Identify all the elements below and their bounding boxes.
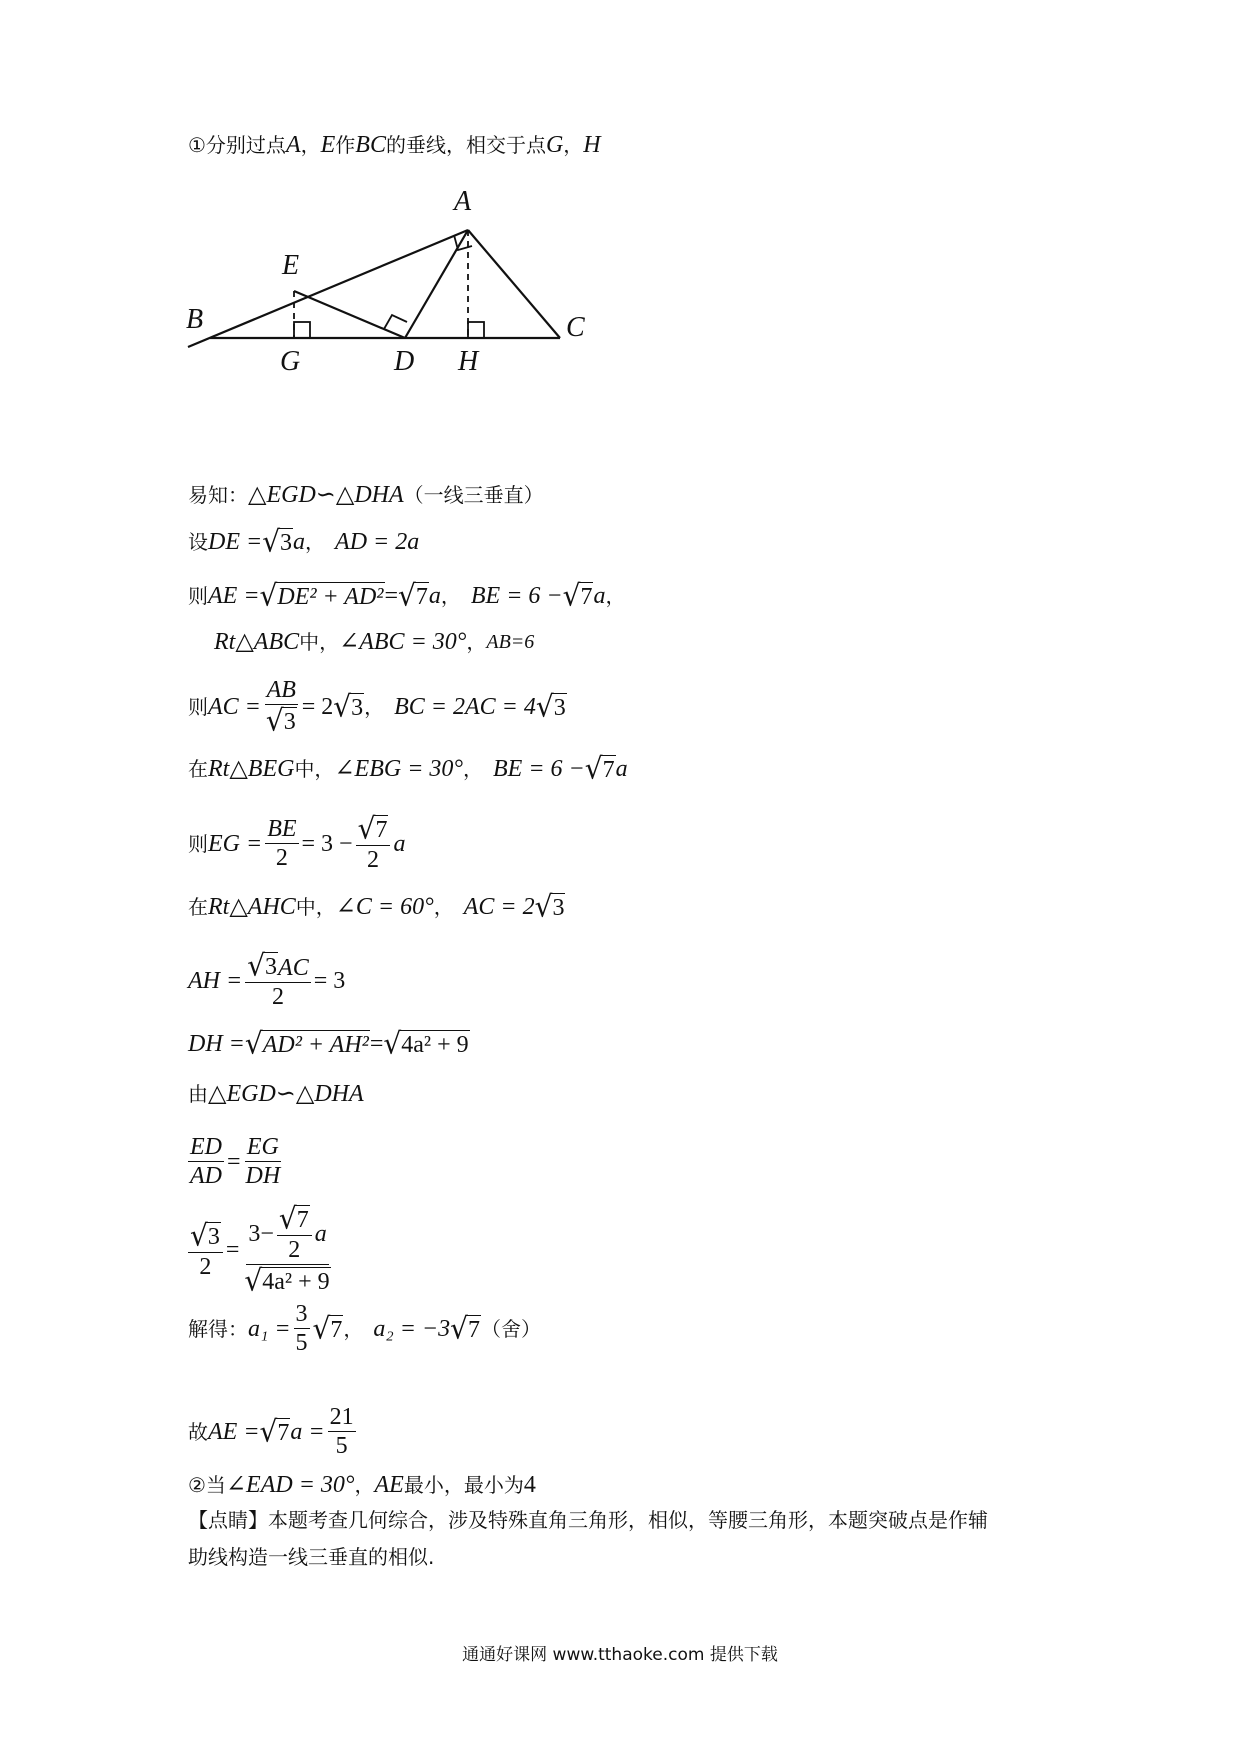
- sqrt: √ 3: [190, 1217, 220, 1253]
- math-expr: 4: [523, 1472, 536, 1498]
- radicand: 3: [283, 709, 296, 735]
- math-expr: ∠EBG = 30°: [334, 756, 463, 782]
- math-expr: =: [384, 583, 399, 609]
- denominator: DH: [245, 1163, 281, 1189]
- fraction: [328, 1405, 356, 1458]
- fraction: [188, 1135, 224, 1188]
- math-expr: AC: [278, 955, 309, 981]
- text: 的垂线，相交于点: [385, 133, 546, 157]
- numerator: 3: [295, 1301, 308, 1327]
- fraction: [242, 1201, 332, 1298]
- text: 易知：: [188, 483, 248, 507]
- radicand: 4a² + 9: [401, 1032, 469, 1058]
- text: ，: [463, 757, 483, 781]
- fraction: [294, 1302, 310, 1355]
- math-expr: △EGD∽△DHA: [248, 482, 404, 508]
- fraction: [188, 1217, 223, 1280]
- text: ②当: [188, 1473, 226, 1497]
- numerator: BE: [267, 816, 297, 842]
- text: 【点睛】本题考查几何综合，涉及特殊直角三角形，相似，等腰三角形，本题突破点是作辅: [188, 1508, 988, 1532]
- sqrt: √ 3: [265, 703, 296, 738]
- math-expr: ∠C = 60°: [335, 894, 434, 920]
- line-rt-beg: [188, 751, 628, 786]
- fraction: [356, 811, 391, 873]
- text: 在: [188, 895, 208, 919]
- label-h: H: [458, 346, 479, 377]
- math-expr: AC = 2: [463, 894, 535, 920]
- text: 则: [188, 584, 208, 608]
- text: 中，: [299, 630, 340, 654]
- math-expr: BC = 2AC = 4: [394, 693, 536, 720]
- radicand: 7: [602, 757, 615, 783]
- sqrt: √ 7: [450, 1310, 480, 1346]
- math-expr: a: [293, 529, 306, 555]
- fraction: [277, 1201, 312, 1263]
- point-h: H: [583, 132, 601, 158]
- line-set-variables: [188, 524, 420, 559]
- text: 中，: [295, 895, 336, 919]
- text: ①分别过点: [188, 133, 286, 157]
- math-expr: AE =: [208, 583, 260, 609]
- sqrt: √ 7: [562, 578, 593, 613]
- fraction: [265, 817, 298, 870]
- text: ，: [300, 133, 321, 157]
- radicand: 4a² + 9: [262, 1269, 330, 1295]
- radicand: 7: [415, 584, 428, 610]
- math-expr: Rt△ABC: [214, 629, 300, 655]
- sqrt: √ 7: [312, 1310, 343, 1346]
- math-expr: BE = 6 −: [470, 583, 563, 609]
- radicand: 7: [580, 584, 593, 610]
- math-expr: Rt△AHC: [208, 894, 296, 920]
- denominator: AD: [190, 1163, 222, 1189]
- numerator: AB: [266, 677, 296, 703]
- page-footer: 通通好课网 www.tthaoke.com 提供下载: [462, 1645, 778, 1665]
- line-by-similar: [188, 1082, 364, 1106]
- comment-line-2: [188, 1547, 434, 1567]
- numerator: EG: [246, 1134, 279, 1160]
- math-expr: =: [227, 1148, 241, 1175]
- right-angle-g: [294, 322, 310, 338]
- fraction: [264, 677, 299, 738]
- text: ，: [466, 630, 487, 654]
- sqrt: √ 3: [262, 524, 293, 559]
- text: ，: [605, 584, 626, 608]
- text: 助线构造一线三垂直的相似.: [188, 1545, 435, 1569]
- math-expr: a: [428, 583, 441, 609]
- math-expr: DE =: [208, 529, 263, 555]
- right-angle-d: [384, 315, 407, 329]
- comment-line-1: [188, 1510, 988, 1530]
- line-ba-extended: [188, 230, 468, 347]
- text: （舍）: [480, 1316, 541, 1341]
- label-a: A: [454, 186, 472, 217]
- segment-ad: [405, 230, 468, 338]
- radicand: 7: [467, 1316, 480, 1343]
- line-ratio: [188, 1135, 285, 1188]
- math-expr: △EGD∽△DHA: [208, 1081, 364, 1107]
- geometry-figure: [180, 180, 600, 430]
- radicand: 7: [375, 817, 388, 843]
- denominator: 2: [288, 1237, 301, 1263]
- line-dh: [188, 1026, 470, 1061]
- sqrt: √ 7: [259, 1413, 290, 1449]
- radicand: 3: [265, 954, 278, 980]
- sqrt: √ 4a² + 9: [383, 1026, 469, 1061]
- math-expr: AH =: [188, 967, 243, 994]
- math-expr: EG =: [208, 830, 263, 857]
- math-expr: a: [593, 583, 606, 609]
- math-expr: ∠ABC = 30°: [339, 629, 467, 655]
- math-expr: AD = 2a: [335, 529, 420, 555]
- sqrt: √ DE² + AD²: [259, 578, 384, 613]
- line-rt-abc: [214, 630, 534, 654]
- sqrt: √ 7: [584, 751, 615, 786]
- math-expr: a₁ =: [248, 1315, 291, 1342]
- text: 在: [188, 757, 208, 781]
- sqrt: √ 7: [398, 578, 428, 613]
- text: 则: [188, 831, 208, 856]
- math-expr: = 3: [313, 967, 346, 994]
- text: 解得：: [188, 1316, 248, 1341]
- math-expr: AE: [374, 1472, 404, 1498]
- point-e: E: [320, 132, 336, 158]
- math-expr: a: [314, 1220, 327, 1247]
- text: ，: [563, 133, 584, 157]
- fraction: [245, 948, 311, 1010]
- denominator: 5: [295, 1330, 308, 1356]
- label-e: E: [282, 250, 300, 281]
- math-expr: a₂ = −3: [373, 1315, 451, 1342]
- radicand: 3: [351, 694, 364, 721]
- text: ，: [433, 895, 454, 919]
- denominator: 5: [335, 1433, 348, 1459]
- text: 故: [188, 1419, 208, 1444]
- radicand: 7: [296, 1207, 309, 1233]
- label-c: C: [566, 312, 585, 343]
- denominator: 2: [275, 845, 288, 871]
- math-expr: AC =: [208, 693, 261, 720]
- sqrt: √ 7: [278, 1201, 309, 1236]
- math-expr: BE = 6 −: [493, 756, 585, 782]
- text: 则: [188, 694, 208, 719]
- numerator: ED: [190, 1134, 222, 1160]
- sqrt: √ 3: [535, 688, 566, 724]
- label-d: D: [394, 346, 415, 377]
- line-solve: [188, 1302, 541, 1355]
- line-minimum: [188, 1473, 536, 1497]
- line-ae-be: [188, 578, 626, 613]
- radicand: 7: [330, 1316, 343, 1343]
- math-expr: a =: [290, 1418, 325, 1445]
- text: （一线三垂直）: [403, 483, 544, 507]
- math-expr: =: [225, 1237, 240, 1263]
- math-expr: = 2: [301, 693, 334, 720]
- line-known-similar: [188, 483, 544, 507]
- line-equation: [188, 1201, 336, 1298]
- right-angle-h: [468, 322, 484, 338]
- text: ，: [364, 694, 385, 719]
- math-expr: =: [369, 1031, 384, 1057]
- radicand: AD² + AH²: [262, 1032, 369, 1058]
- math-expr: AE =: [208, 1418, 260, 1445]
- text: ，: [343, 1316, 364, 1341]
- math-expr: AB=6: [486, 631, 535, 653]
- text: ，: [354, 1473, 375, 1497]
- math-expr: DH =: [188, 1031, 245, 1057]
- line-result: [188, 1405, 359, 1458]
- sqrt: √ 7: [357, 811, 388, 846]
- text: 中，: [294, 757, 335, 781]
- text: ，: [305, 530, 326, 554]
- sqrt: √ AD² + AH²: [244, 1026, 369, 1061]
- text: 最小，最小为: [403, 1473, 524, 1497]
- line-ac-bc: [188, 677, 567, 738]
- math-expr: ∠EAD = 30°: [225, 1472, 355, 1498]
- text: 由: [188, 1082, 208, 1106]
- sqrt: √ 3: [333, 688, 364, 724]
- math-expr: = 3 −: [301, 830, 353, 857]
- line-rt-ahc: [188, 889, 565, 924]
- point-g: G: [545, 132, 564, 158]
- numerator: 21: [329, 1404, 354, 1430]
- fraction: [244, 1135, 283, 1188]
- radicand: 7: [277, 1419, 290, 1446]
- label-g: G: [280, 346, 301, 377]
- denominator: 2: [367, 847, 380, 873]
- segment-bc: BC: [355, 132, 386, 158]
- radicand: 3: [553, 694, 566, 721]
- math-expr: a: [393, 830, 406, 857]
- radicand: 3: [552, 895, 565, 921]
- point-a: A: [285, 132, 301, 158]
- sqrt: √ 3: [534, 889, 565, 924]
- radicand: 3: [280, 530, 293, 556]
- radicand: DE² + AD²: [277, 584, 384, 610]
- math-expr: Rt△BEG: [208, 756, 295, 782]
- line-eg: [188, 811, 406, 873]
- label-b: B: [186, 304, 204, 335]
- math-expr: 3−: [248, 1220, 274, 1247]
- line-ah: [188, 948, 346, 1010]
- denominator: 2: [271, 984, 284, 1010]
- text: ，: [440, 584, 461, 608]
- text: 作: [335, 133, 356, 157]
- sqrt: √ 3: [247, 948, 278, 983]
- radicand: 3: [207, 1223, 220, 1250]
- line-perpendiculars: [188, 133, 601, 157]
- sqrt: √ 4a² + 9: [244, 1263, 330, 1298]
- denominator: 2: [199, 1253, 212, 1280]
- text: 设: [188, 530, 208, 554]
- math-expr: a: [615, 756, 628, 782]
